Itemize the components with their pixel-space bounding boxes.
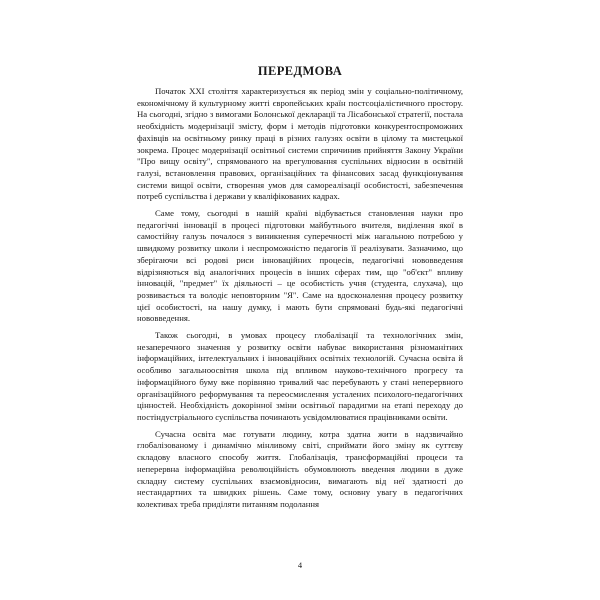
page-title: ПЕРЕДМОВА: [257, 64, 343, 78]
paragraph-1: Початок XXI століття характеризується як період змін у соціально-політичному, економічному й культурному житті європейських країн постсоціалістичного простору. На сьогодні, згідно з вимогами Болонської декларації та Лісабонської стратегії, постала необхідність модернізації змісту, форм і методів підготовки конкурентоспроможних фахівців на освітньому ринку праці в різних галузях освіти в цілому та мистецької зокрема. Процес модернізації освітньої системи спричинив прийняття Закону України "Про вищу освіту", спрямованого на врегулювання суспільних відносин в освітній галузі, встановлення правових, організаційних та фінансових засад функціонування системи вищої освіти, створення умов для самореалізації особистості, забезпечення потреб суспільства і держави у кваліфікованих кадрах.: [137, 86, 463, 202]
paragraph-4: Сучасна освіта має готувати людину, котра здатна жити в надзвичайно глобалізованому і динамічно мінливому світі, сприймати його зміну як суттєву складову власного способу життя. Глобалізація, трансформаційні процеси та неперервна інформаційна революційність обумовлюють введення людини в дуже складну систему суспільних взаємовідносин, вимагають від неї здатності до нестандартних та швидких рішень. Саме тому, основну увагу в педагогічних колективах треба приділяти питанням подолання: [137, 428, 463, 509]
paragraph-2: Саме тому, сьогодні в нашій країні відбувається становлення науки про педагогічні інновації в процесі підготовки майбутнього вчителя, виділення якої в самостійну галузь почалося з виникнення суперечності між нагальною потребою у швидкому розвитку школи і неспроможністю педагогів її реалізувати. Зазначимо, що зберігаючи всі родові риси інноваційних процесів, педагогічні нововведення відрізняються від аналогічних процесів в інших сферах тим, що "об'єкт" впливу інновацій, "предмет" їх діяльності – це особистість учня (студента, слухача), що розвивається та володіє неповторним "Я". Саме на вдосконалення процесу розвитку цієї особистості, на нашу думку, і мають бути спрямовані будь-які педагогічні нововведення.: [137, 208, 463, 324]
paragraph-3: Також сьогодні, в умовах процесу глобалізації та технологічних змін, незаперечного значення у розвитку освіти набуває використання різноманітних інформаційних, інтелектуальних і інноваційних освітніх технологій. Сучасна освіта й особливо загальноосвітня школа під впливом науково-технічного прогресу та інформаційного буму вже порівняно тривалий час перебувають у стані неперервного організаційного реформування та переосмислення усталених психолого-педагогічних цінностей. Необхідність докорінної зміни освітньої парадигми на етапі переходу до постіндустріального суспільства починають усвідомлюватися працівниками освіти.: [137, 330, 463, 422]
page-number: 4: [297, 560, 303, 570]
document-body: [137, 86, 463, 516]
